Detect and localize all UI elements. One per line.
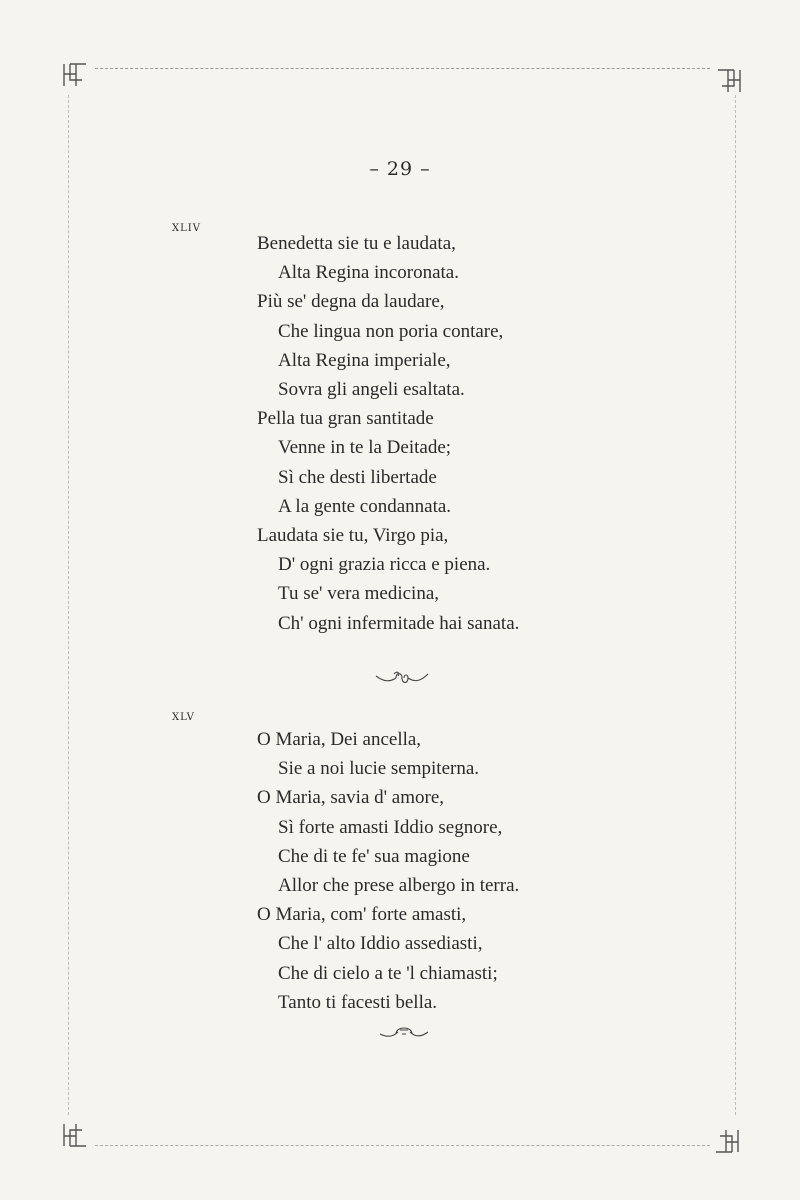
- verse-line: Che di te fe' sua magione: [278, 845, 470, 867]
- corner-ornament-icon: [60, 60, 90, 90]
- corner-ornament-icon: [712, 1126, 742, 1156]
- frame-right-border: [735, 95, 736, 1115]
- verse-line: Tanto ti facesti bella.: [278, 991, 438, 1013]
- verse-line: Allor che prese albergo in terra.: [278, 875, 520, 897]
- verse-line: A la gente condannata.: [278, 495, 452, 517]
- verse-line: Che di cielo a te 'l chiamasti;: [278, 962, 498, 984]
- fleuron-divider-icon: [372, 668, 432, 692]
- verse-line: Sie a noi lucie sempiterna.: [278, 758, 480, 780]
- verse-line: Più se' degna da laudare,: [257, 291, 445, 313]
- verse-line: Sì che desti libertade: [278, 466, 437, 488]
- poem-xliv: [257, 229, 519, 638]
- verse-line: Che l' alto Iddio assediasti,: [278, 933, 483, 955]
- poem-xlv: [257, 725, 519, 1017]
- verse-line: Benedetta sie tu e laudata,: [257, 233, 456, 254]
- frame-bottom-border: [95, 1145, 710, 1146]
- verse-line: Alta Regina imperiale,: [278, 349, 451, 371]
- corner-ornament-icon: [60, 1120, 90, 1150]
- verse-line: Laudata sie tu, Virgo pia,: [257, 525, 449, 547]
- verse-line: Che lingua non poria contare,: [278, 320, 504, 342]
- verse-line: O Maria, com' forte amasti,: [257, 904, 467, 926]
- verse-line: O Maria, savia d' amore,: [257, 787, 445, 809]
- section-label-xliv: XLIV: [172, 223, 201, 234]
- frame-left-border: [68, 95, 69, 1115]
- corner-ornament-icon: [714, 66, 744, 96]
- frame-top-border: [95, 68, 710, 69]
- verse-line: Sì forte amasti Iddio segnore,: [278, 816, 503, 838]
- verse-line: Venne in te la Deitade;: [278, 437, 452, 459]
- verse-line: Alta Regina incoronata.: [278, 262, 459, 284]
- verse-line: Ch' ogni infermitade hai sanata.: [278, 612, 520, 634]
- page-number: – 29 –: [369, 158, 431, 180]
- section-label-xlv: XLV: [172, 712, 195, 723]
- verse-line: Pella tua gran santitade: [257, 408, 434, 430]
- verse-line: Tu se' vera medicina,: [278, 583, 440, 605]
- verse-line: Sovra gli angeli esaltata.: [278, 379, 465, 401]
- fleuron-divider-icon: [378, 1022, 430, 1044]
- verse-line: D' ogni grazia ricca e piena.: [278, 554, 491, 576]
- verse-line: O Maria, Dei ancella,: [257, 729, 422, 750]
